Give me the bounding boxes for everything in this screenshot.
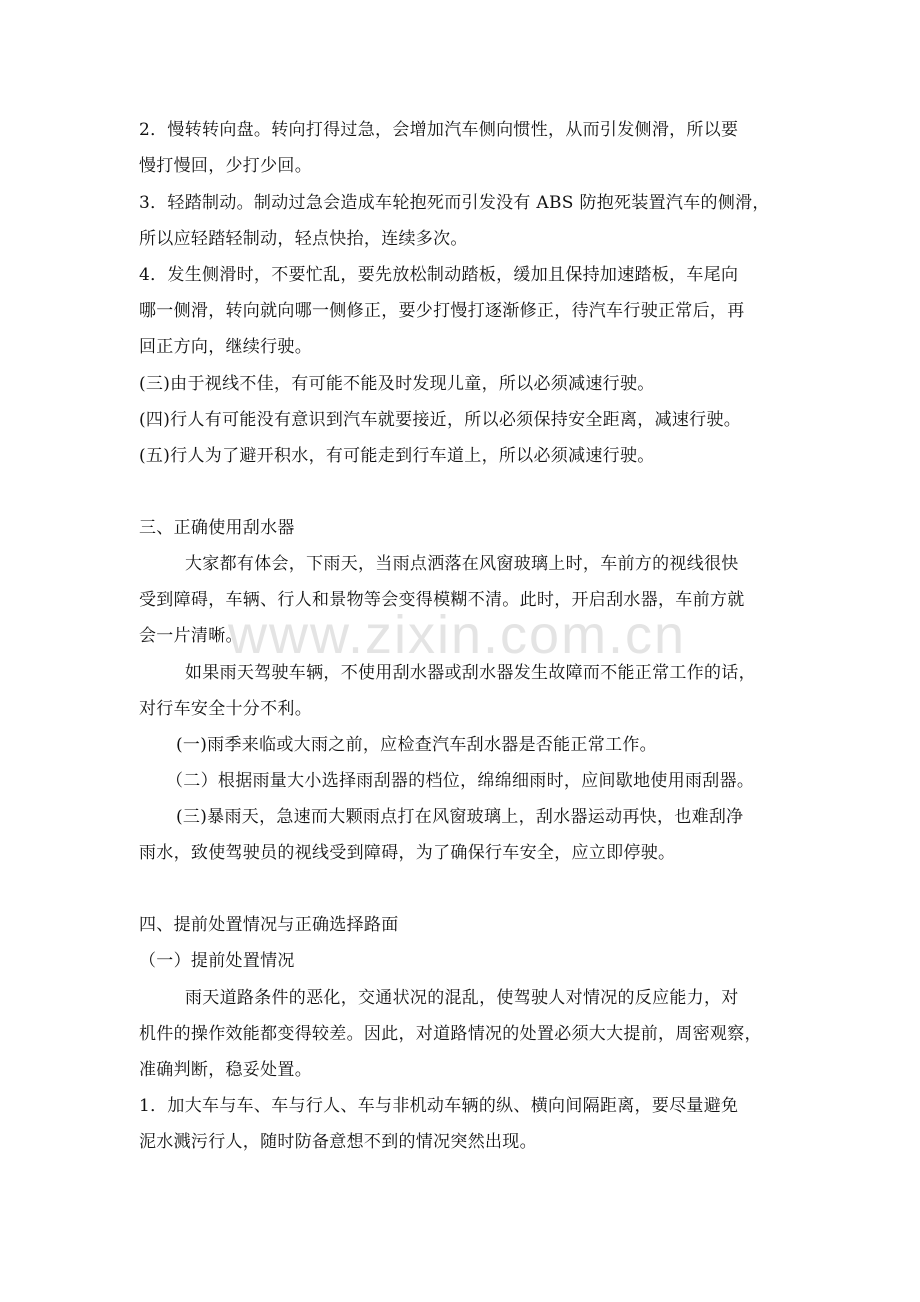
paragraph-line: (五)行人为了避开积水，有可能走到行车道上，所以必须减速行驶。 xyxy=(139,446,655,466)
paragraph-line: 准确判断，稳妥处置。 xyxy=(139,1060,312,1080)
paragraph-line: 会一片清晰。 xyxy=(139,626,243,646)
section-heading: 四、提前处置情况与正确选择路面 xyxy=(139,915,399,935)
paragraph-line: 1．加大车与车、车与行人、车与非机动车辆的纵、横向间隔距离，要尽量避免 xyxy=(139,1096,739,1116)
paragraph-line: 3．轻踏制动。制动过急会造成车轮抱死而引发没有 ABS 防抱死装置汽车的侧滑， xyxy=(139,193,770,213)
paragraph-line: 如果雨天驾驶车辆，不使用刮水器或刮水器发生故障而不能正常工作的话， xyxy=(185,663,756,683)
paragraph-line: (四)行人有可能没有意识到汽车就要接近，所以必须保持安全距离，减速行驶。 xyxy=(139,410,742,430)
paragraph-line: （二）根据雨量大小选择雨刮器的档位，绵绵细雨时，应间歇地使用雨刮器。 xyxy=(166,771,755,791)
paragraph-line: 泥水溅污行人，随时防备意想不到的情况突然出现。 xyxy=(139,1132,537,1152)
paragraph-line: 机件的操作效能都变得较差。因此，对道路情况的处置必须大大提前，周密观察， xyxy=(139,1024,762,1044)
paragraph-line: (三)暴雨天，急速而大颗雨点打在风窗玻璃上，刮水器运动再快，也难刮净 xyxy=(176,807,744,827)
paragraph-line: 雨天道路条件的恶化，交通状况的混乱，使驾驶人对情况的反应能力，对 xyxy=(185,988,739,1008)
paragraph-line: 所以应轻踏轻制动，轻点快抬，连续多次。 xyxy=(139,229,468,249)
paragraph-line: 4．发生侧滑时，不要忙乱，要先放松制动踏板，缓加且保持加速踏板，车尾向 xyxy=(139,265,739,285)
paragraph-line: 受到障碍，车辆、行人和景物等会变得模糊不清。此时，开启刮水器，车前方就 xyxy=(139,590,745,610)
paragraph-line: (三)由于视线不佳，有可能不能及时发现儿童，所以必须减速行驶。 xyxy=(139,374,655,394)
paragraph-line: (一)雨季来临或大雨之前，应检查汽车刮水器是否能正常工作。 xyxy=(176,735,657,755)
paragraph-line: 对行车安全十分不利。 xyxy=(139,699,312,719)
paragraph-line: 大家都有体会，下雨天，当雨点洒落在风窗玻璃上时，车前方的视线很快 xyxy=(185,554,739,574)
paragraph-line: 回正方向，继续行驶。 xyxy=(139,337,312,357)
subsection-heading: （一）提前处置情况 xyxy=(139,951,295,971)
section-heading: 三、正确使用刮水器 xyxy=(139,518,295,538)
paragraph-line: 雨水，致使驾驶员的视线受到障碍，为了确保行车安全，应立即停驶。 xyxy=(139,843,676,863)
paragraph-line: 慢打慢回，少打少回。 xyxy=(139,156,312,176)
watermark: www.zixin.com.cn xyxy=(228,605,687,665)
paragraph-line: 2．慢转转向盘。转向打得过急，会增加汽车侧向惯性，从而引发侧滑，所以要 xyxy=(139,120,739,140)
paragraph-line: 哪一侧滑，转向就向哪一侧修正，要少打慢打逐渐修正，待汽车行驶正常后，再 xyxy=(139,301,745,321)
